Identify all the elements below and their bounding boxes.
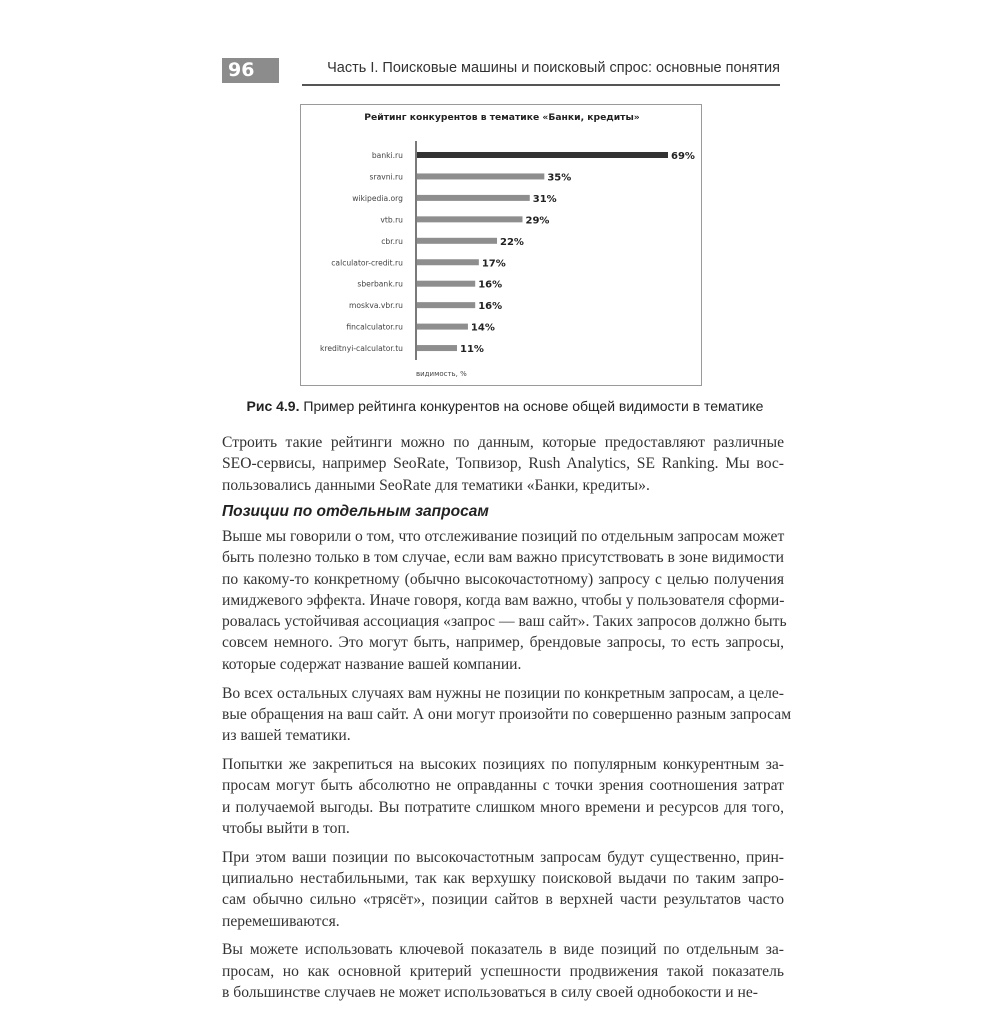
intro-paragraph xyxy=(222,432,784,503)
bar xyxy=(417,195,530,201)
text-line: Выше мы говорили о том, что отслеживание позиций по отдельным запросам может xyxy=(222,528,785,545)
running-header-title: Часть I. Поисковые машины и поисковый спрос: основные понятия xyxy=(327,60,780,76)
value-label: 29% xyxy=(525,215,550,227)
figure-caption-label: Рис 4.9. xyxy=(246,398,300,414)
category-label: kreditnyi-calculator.tu xyxy=(319,344,403,354)
bar xyxy=(417,281,475,287)
category-label: cbr.ru xyxy=(381,236,403,246)
bar xyxy=(417,345,457,351)
bar xyxy=(417,302,475,308)
text-line: Вы можете использовать ключевой показатель в виде позиций по отдельным за- xyxy=(222,941,784,959)
text-line: просам, но как основной критерий успешности продвижения такой показатель xyxy=(222,962,784,980)
value-label: 14% xyxy=(470,322,495,334)
text-line: ровалась устойчивая ассоциация «запрос — ваш сайт». Таких запросов должно быть xyxy=(222,613,787,631)
category-label: moskva.vbr.ru xyxy=(348,301,403,311)
x-axis-label: видимость, % xyxy=(416,370,467,379)
category-label: vtb.ru xyxy=(380,215,403,225)
figure-caption-text: Пример рейтинга конкурентов на основе общей видимости в тематике xyxy=(299,398,764,414)
paragraph xyxy=(222,432,784,496)
category-label: calculator-credit.ru xyxy=(331,258,403,268)
category-label: sberbank.ru xyxy=(357,279,403,289)
category-label: wikipedia.org xyxy=(352,193,403,203)
category-label: banki.ru xyxy=(371,151,403,160)
value-label: 22% xyxy=(500,236,524,248)
text-line: просам могут быть абсолютно не оправданны с точки зрения соотношения затрат xyxy=(222,777,784,795)
value-label: 69% xyxy=(671,151,695,162)
page-number: 96 xyxy=(222,58,279,83)
text-line: из вашей тематики. xyxy=(222,727,351,745)
chart-figure xyxy=(300,104,702,386)
bar xyxy=(417,259,479,265)
value-label: 16% xyxy=(478,279,503,291)
paragraph xyxy=(222,526,787,675)
text-line: Во всех остальных случаях вам нужны не позиции по конкретным запросам, а целе- xyxy=(222,684,784,702)
bar xyxy=(417,324,468,330)
text-line: пользовались данными SeoRate для тематики «Банки, кредиты». xyxy=(222,476,650,494)
text-line: совсем немного. Это могут быть, например, брендовые запросы, то есть запросы, xyxy=(222,634,784,652)
text-line: ципиально нестабильными, так как верхушку поисковой выдачи по таким запро- xyxy=(222,869,784,887)
paragraph xyxy=(222,754,784,839)
text-line: Попытки же закрепиться на высоких позициях по популярным конкурентным за- xyxy=(222,755,784,773)
header-rule xyxy=(302,84,780,86)
text-line: по какому-то конкретному (обычно высокочастотному) запросу с целью получения xyxy=(222,570,784,588)
bar xyxy=(417,216,522,222)
value-label: 16% xyxy=(478,301,503,313)
text-line: При этом ваши позиции по высокочастотным запросам будут существенно, прин- xyxy=(222,848,784,866)
category-label: sravni.ru xyxy=(369,172,403,182)
text-line: Строить такие рейтинги можно по данным, которые предоставляют различные xyxy=(222,434,784,451)
text-line: которые содержат название вашей компании. xyxy=(222,655,522,673)
category-label: fincalculator.ru xyxy=(346,322,403,332)
text-line: перемешиваются. xyxy=(222,912,340,930)
figure-caption xyxy=(220,398,790,414)
value-label: 31% xyxy=(532,193,557,205)
chart-title: Рейтинг конкурентов в тематике «Банки, кредиты» xyxy=(364,112,640,123)
text-line: SEO-сервисы, например SeoRate, Топвизор, Rush Analytics, SE Ranking. Мы вос- xyxy=(222,455,784,473)
paragraph xyxy=(222,683,792,747)
paragraph xyxy=(222,847,784,932)
value-label: 17% xyxy=(481,258,506,270)
bar xyxy=(417,152,668,158)
text-line: и получаемой выгоды. Вы потратите слишком много времени и ресурсов для того, xyxy=(222,798,784,816)
bar xyxy=(417,173,544,179)
text-line: имиджевого эффекта. Иначе говоря, когда вам важно, чтобы у пользователя сформи- xyxy=(222,591,785,609)
section-heading: Позиции по отдельным запросам xyxy=(222,503,489,520)
value-label: 35% xyxy=(547,172,572,184)
body-text xyxy=(222,526,792,1011)
text-line: сам обычно сильно «трясёт», позиции сайтов в верхней части результатов часто xyxy=(222,891,784,909)
text-line: вые обращения на ваш сайт. А они могут произойти по совершенно разным запросам xyxy=(222,705,792,723)
paragraph xyxy=(222,939,784,1003)
value-label: 11% xyxy=(460,344,484,356)
text-line: быть полезно только в том случае, если вам важно присутствовать в зоне видимости xyxy=(222,549,784,567)
text-line: в большинстве случаев не может использоваться в силу своей однобокости и не- xyxy=(222,983,758,1001)
bar-chart xyxy=(301,105,703,387)
bar xyxy=(417,238,497,244)
text-line: чтобы выйти в топ. xyxy=(222,819,350,837)
